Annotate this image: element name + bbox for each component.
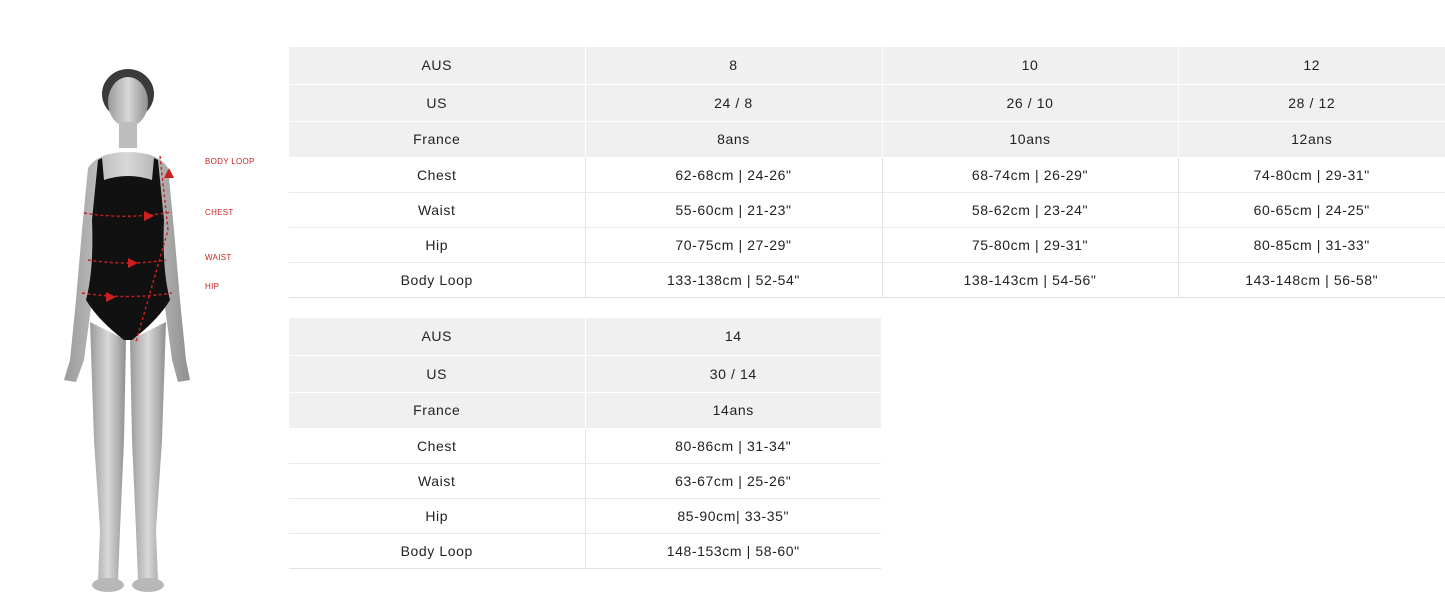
- size-cell: 14: [585, 318, 881, 355]
- measure-row-waist: [289, 463, 881, 498]
- measure-cell: 63-67cm | 25-26": [585, 463, 881, 498]
- size-cell: 30 / 14: [585, 355, 881, 392]
- row-label: AUS: [289, 47, 585, 84]
- measure-row-body-loop: [289, 262, 1445, 297]
- size-cell: 28 / 12: [1178, 84, 1445, 121]
- measure-row-chest: [289, 428, 881, 463]
- size-cell: 8ans: [585, 121, 882, 157]
- measure-cell: 62-68cm | 24-26": [585, 157, 882, 192]
- size-cell: 10ans: [882, 121, 1178, 157]
- measure-cell: 68-74cm | 26-29": [882, 157, 1178, 192]
- row-label: Hip: [289, 227, 585, 262]
- measure-cell: 70-75cm | 27-29": [585, 227, 882, 262]
- measure-cell: 55-60cm | 21-23": [585, 192, 882, 227]
- measure-cell: 85-90cm| 33-35": [585, 498, 881, 533]
- measure-cell: 80-86cm | 31-34": [585, 428, 881, 463]
- row-label: France: [289, 121, 585, 157]
- size-cell: 24 / 8: [585, 84, 882, 121]
- row-label: Body Loop: [289, 262, 585, 297]
- row-label: Waist: [289, 463, 585, 498]
- row-label: France: [289, 392, 585, 428]
- size-cell: 14ans: [585, 392, 881, 428]
- size-row-us: [289, 84, 1445, 121]
- size-row-france: [289, 392, 881, 428]
- body-loop-label: BODY LOOP: [205, 157, 255, 166]
- measure-cell: 143-148cm | 56-58": [1178, 262, 1445, 297]
- measure-cell: 75-80cm | 29-31": [882, 227, 1178, 262]
- size-row-france: [289, 121, 1445, 157]
- hip-label: HIP: [205, 282, 220, 291]
- size-cell: 10: [882, 47, 1178, 84]
- row-label: Waist: [289, 192, 585, 227]
- size-row-us: [289, 355, 881, 392]
- size-chart-table: [289, 47, 1445, 298]
- size-cell: 8: [585, 47, 882, 84]
- model-silhouette: [40, 60, 280, 600]
- measure-row-hip: [289, 498, 881, 533]
- waist-label: WAIST: [205, 253, 232, 262]
- row-label: Hip: [289, 498, 585, 533]
- measure-cell: 74-80cm | 29-31": [1178, 157, 1445, 192]
- row-label: US: [289, 355, 585, 392]
- size-cell: 12ans: [1178, 121, 1445, 157]
- row-label: Body Loop: [289, 533, 585, 568]
- measure-row-waist: [289, 192, 1445, 227]
- measure-cell: 80-85cm | 31-33": [1178, 227, 1445, 262]
- model-figure: [40, 60, 280, 600]
- row-label: Chest: [289, 157, 585, 192]
- measure-row-chest: [289, 157, 1445, 192]
- size-row-aus: [289, 47, 1445, 84]
- row-label: AUS: [289, 318, 585, 355]
- size-cell: 26 / 10: [882, 84, 1178, 121]
- size-row-aus: [289, 318, 881, 355]
- measure-cell: 148-153cm | 58-60": [585, 533, 881, 568]
- size-chart-table-2: [289, 318, 881, 569]
- chest-label: CHEST: [205, 208, 234, 217]
- measure-cell: 138-143cm | 54-56": [882, 262, 1178, 297]
- measure-cell: 133-138cm | 52-54": [585, 262, 882, 297]
- measure-cell: 60-65cm | 24-25": [1178, 192, 1445, 227]
- row-label: Chest: [289, 428, 585, 463]
- measure-cell: 58-62cm | 23-24": [882, 192, 1178, 227]
- size-cell: 12: [1178, 47, 1445, 84]
- measure-row-body-loop: [289, 533, 881, 568]
- measure-row-hip: [289, 227, 1445, 262]
- row-label: US: [289, 84, 585, 121]
